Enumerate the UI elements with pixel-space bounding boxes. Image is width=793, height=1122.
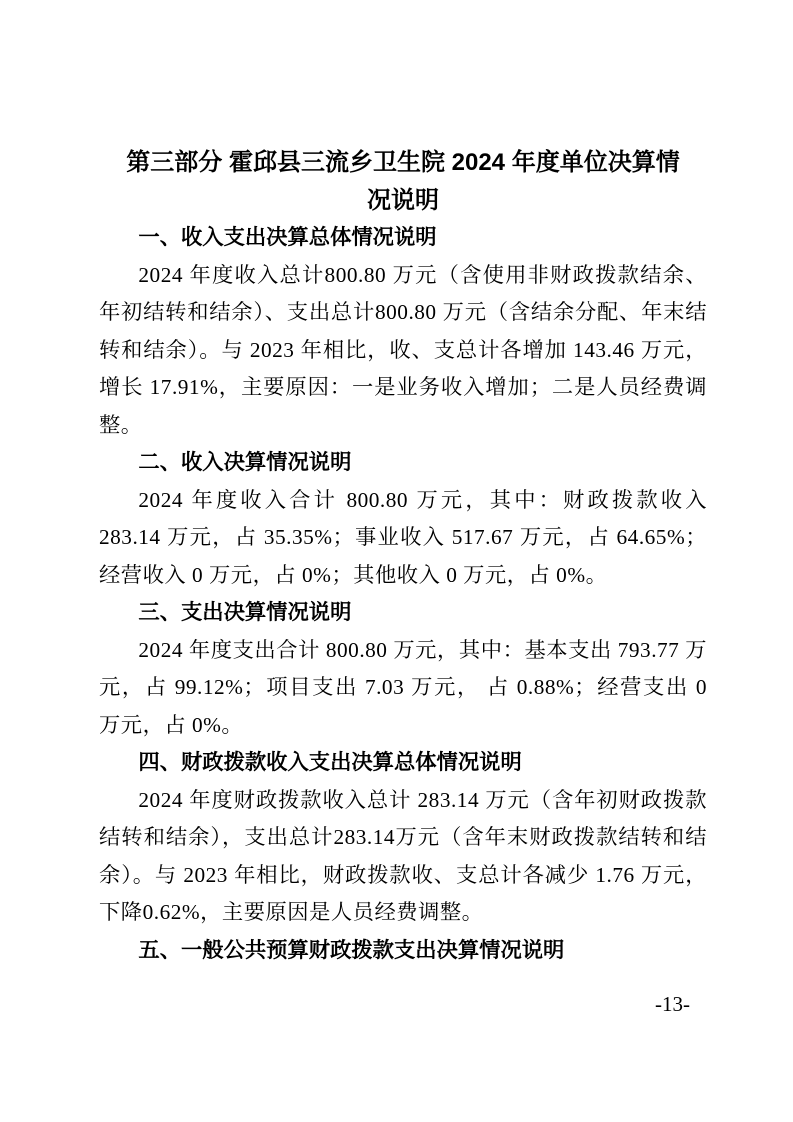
section-4-paragraph: 2024 年度财政拨款收入总计 283.14 万元（含年初财政拨款结转和结余），支出总计283.14万元（含年末财政拨款结转和结余）。与 2023 年相比，财政拨款收、支总计各减少 1.76 万元，下降0.62%，主要原因是人员经费调整。: [99, 787, 707, 924]
section-2-paragraph: 2024 年度收入合计 800.80 万元，其中：财政拨款收入 283.14 万元，占 35.35%；事业收入 517.67 万元，占 64.65%；经营收入 0 万元，占 0%；其他收入 0 万元，占 0%。: [99, 487, 707, 587]
section-4-heading: 四、财政拨款收入支出决算总体情况说明: [138, 750, 522, 774]
document-content: [99, 144, 707, 969]
document-title-line-1: 第三部分 霍邱县三流乡卫生院 2024 年度单位决算情: [126, 149, 680, 176]
page-number: -13-: [655, 992, 690, 1016]
section-2-heading: 二、收入决算情况说明: [138, 450, 352, 474]
section-1-heading: 一、收入支出决算总体情况说明: [138, 225, 437, 249]
section-5-heading: 五、一般公共预算财政拨款支出决算情况说明: [138, 937, 565, 962]
document-title: [99, 144, 707, 219]
section-1-paragraph: 2024 年度收入总计800.80 万元（含使用非财政拨款结余、年初结转和结余）、支出总计800.80 万元（含结余分配、年末结转和结余）。与 2023 年相比，收、支总计各增加 143.46 万元，增长 17.91%，主要原因：一是业务收入增加；二是人员经费调整。: [99, 262, 707, 437]
section-3-heading: 三、支出决算情况说明: [138, 600, 352, 624]
document-title-line-2: 况说明: [367, 186, 439, 214]
section-3-paragraph: 2024 年度支出合计 800.80 万元，其中：基本支出 793.77 万 元，占 99.12%；项目支出 7.03 万元， 占 0.88%；经营支出 0 万元，占 0%。: [99, 637, 707, 737]
